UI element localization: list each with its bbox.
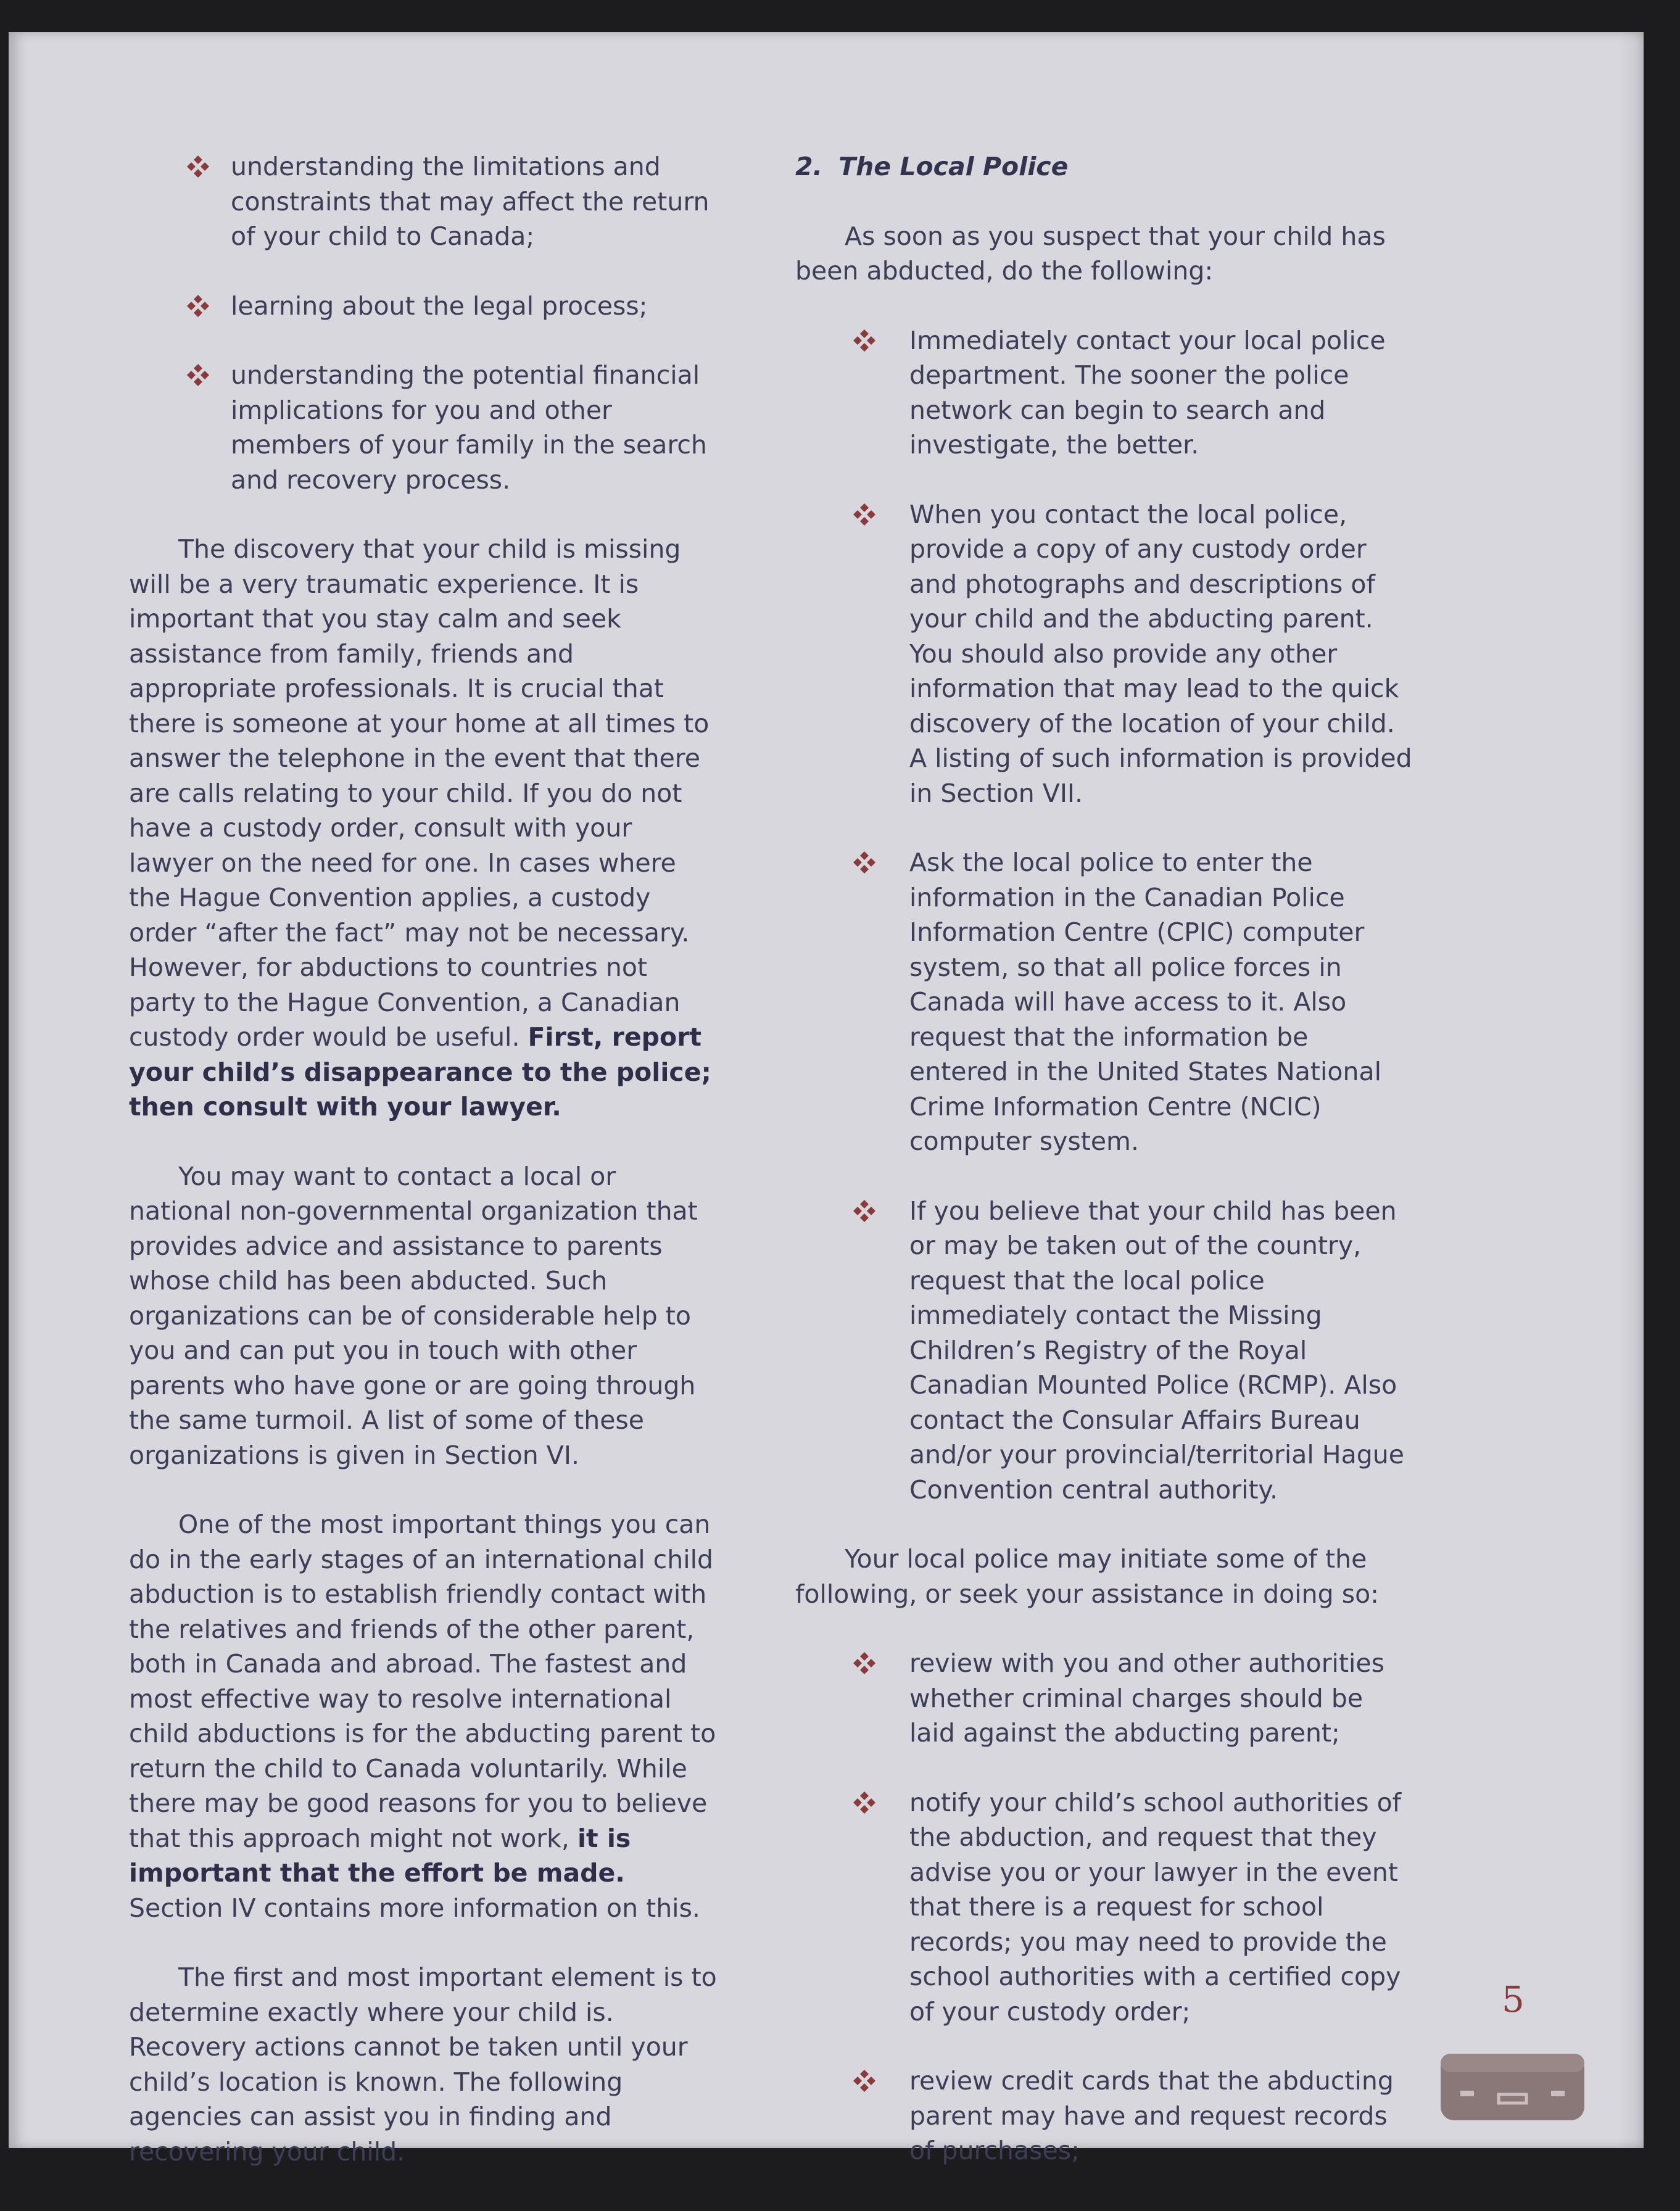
list-item	[795, 845, 1412, 1159]
section-title: The Local Police	[838, 152, 1069, 181]
list-item	[795, 1194, 1412, 1508]
four-diamond-bullet-icon	[186, 363, 210, 387]
emphasis-text: First, report your child’s disappearance to the police; then consult with your lawyer.	[129, 1022, 711, 1122]
paragraph-text-after: Section IV contains more information on this.	[129, 1893, 700, 1923]
list-item-text: If you believe that your child has been or may be taken out of the country, request that the local police immediately contact the Missing Children’s Registry of the Royal Canadian Mounted Police (RCMP). Also contact the Consular Affairs Bureau and/or your provincial/territorial Hague Convention central authority.	[909, 1196, 1404, 1505]
four-diamond-bullet-icon	[852, 1790, 877, 1815]
four-diamond-bullet-icon	[852, 2068, 877, 2093]
section-intro: As soon as you suspect that your child has been abducted, do the following:	[795, 221, 1386, 286]
list-item-text: understanding the potential financial implications for you and other members of your family in the search and recovery process.	[231, 360, 707, 495]
section-number: 2.	[795, 152, 823, 181]
paragraph-ngo: You may want to contact a local or national non-governmental organization that provides advice and assistance to parents whose child has been abducted. Such organizations can be of considerable help to you and can put you in touch with other parents who have gone or are going through the same turmoil. A list of some of these organizations is given in Section VI.	[129, 1161, 698, 1470]
list-item	[795, 497, 1412, 811]
paragraph-location: The first and most important element is to determine exactly where your child is. Recovery actions cannot be taken until your child’s location is known. The following agencies can assist you in finding and recovering your child.	[129, 1962, 717, 2167]
paragraph-text: The discovery that your child is missing will be a very traumatic experience. It is important that you stay calm and seek assistance from family, friends and appropriate professionals. It is crucial that there is someone at your home at all times to answer the telephone in the event that there are calls relating to your child. If you do not have a custody order, consult with your lawyer on the need for one. In cases where the Hague Convention applies, a custody order “after the fact” may not be necessary. However, for abductions to countries not party to the Hague Convention, a Canadian custody order would be useful.	[129, 534, 710, 1052]
four-diamond-bullet-icon	[852, 328, 877, 353]
list-item	[129, 289, 721, 324]
paragraph-text: One of the most important things you can do in the early stages of an international child abduction is to establish friendly contact with the relatives and friends of the other parent, both in Canada and abroad. The fastest and most effective way to resolve international child abductions is for the abducting parent to return the child to Canada voluntarily. While there may be good reasons for you to believe that this approach might not work,	[129, 1510, 716, 1853]
left-column	[129, 149, 721, 2204]
section-intro-2: Your local police may initiate some of the following, or seek your assistance in doing so:	[795, 1544, 1379, 1609]
four-diamond-bullet-icon	[852, 1199, 877, 1223]
four-diamond-bullet-icon	[186, 294, 210, 318]
four-diamond-bullet-icon	[852, 850, 877, 875]
list-item-text: notify your child’s school authorities of the abduction, and request that they advise you or your lawyer in the event that there is a request for school records; you may need to provide the school authorities with a certified copy of your custody order;	[909, 1787, 1402, 2027]
right-column	[795, 149, 1412, 2203]
document-page	[9, 32, 1644, 2167]
list-item	[795, 2064, 1412, 2168]
page-edge-shadow	[1619, 32, 1644, 2148]
four-diamond-bullet-icon	[186, 154, 210, 179]
list-item-text: review with you and other authorities whether criminal charges should be laid against the abducting parent;	[909, 1648, 1384, 1748]
list-item-text: When you contact the local police, provide a copy of any custody order and photographs and descriptions of your child and the abducting parent. You should also provide any other information that may lead to the quick discovery of the location of your child. A listing of such information is provided in Section VII.	[909, 499, 1412, 808]
emphasis-text: it is important that the effort be made.	[129, 1823, 631, 1888]
list-item	[795, 323, 1412, 463]
paragraph-contact	[129, 1507, 721, 1925]
list-item-text: review credit cards that the abducting parent may have and request records of purchases;	[909, 2066, 1394, 2165]
list-item	[795, 1785, 1412, 2030]
section-heading	[795, 149, 1412, 184]
four-diamond-bullet-icon	[852, 502, 877, 527]
list-item	[129, 358, 721, 497]
briefcase-icon	[1437, 2040, 1588, 2123]
paragraph-discovery	[129, 532, 721, 1125]
four-diamond-bullet-icon	[852, 1651, 877, 1676]
list-item-text: Immediately contact your local police department. The sooner the police network can begin to search and investigate, the better.	[909, 325, 1386, 460]
left-bullet-list	[129, 149, 721, 497]
right-bullet-list	[795, 323, 1412, 1508]
list-item	[795, 1646, 1412, 1751]
list-item	[129, 149, 721, 254]
list-item-text: learning about the legal process;	[231, 291, 648, 321]
right-bullet-list-2	[795, 1646, 1412, 2168]
page-number: 5	[1502, 1978, 1525, 2020]
list-item-text: Ask the local police to enter the information in the Canadian Police Information Centre (CPIC) computer system, so that all police forces in Canada will have access to it. Also request that the information be entered in the United States National Crime Information Centre (NCIC) computer system.	[909, 848, 1381, 1156]
list-item-text: understanding the limitations and constraints that may affect the return of your child to Canada;	[231, 152, 710, 251]
